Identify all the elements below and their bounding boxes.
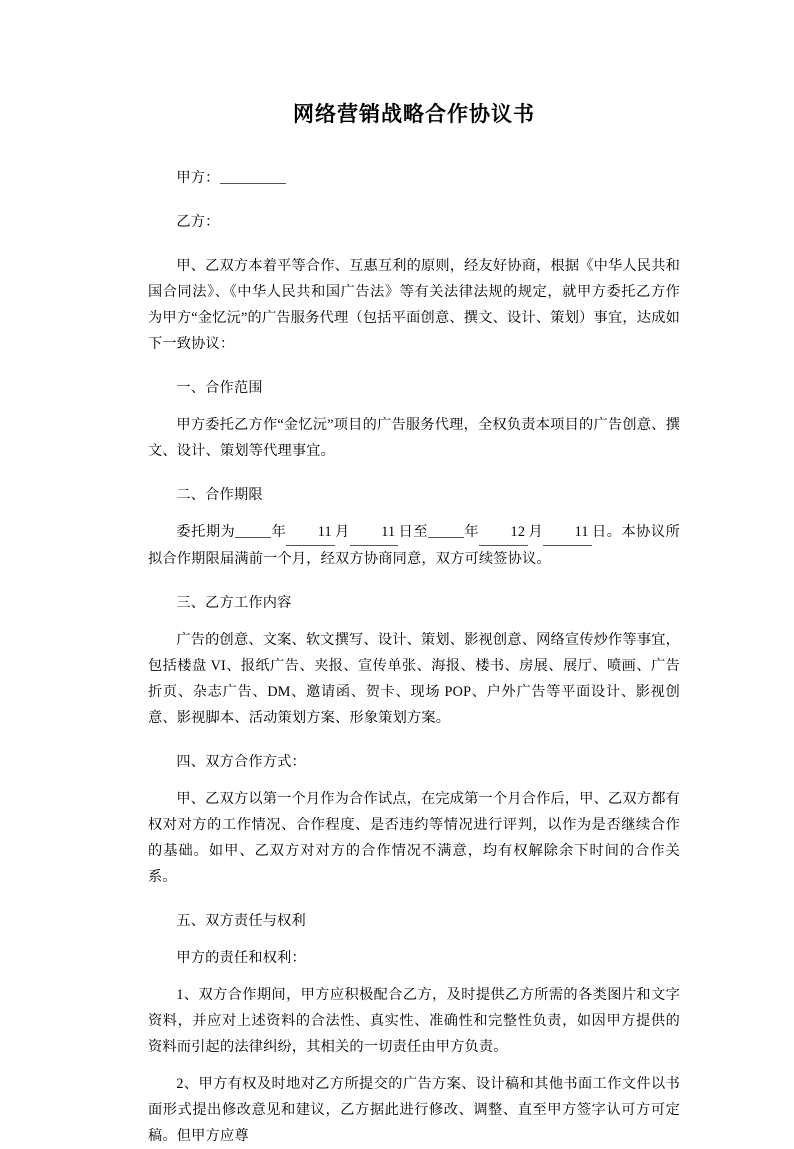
- year-label-1: 年: [271, 524, 287, 541]
- day-label-2: 日。: [591, 524, 622, 541]
- section-item-5-1: 1、双方合作期间，甲方应积极配合乙方，及时提供乙方所需的各类图片和文字资料，并应对上述资料的合法性、真实性、准确性和完整性负责，如因甲方提供的资料而引起的法律纠纷，其相关的一切责任由甲方负责。: [148, 987, 680, 1056]
- year-label-2: 年: [464, 524, 480, 541]
- party-b-label: 乙方：: [176, 214, 220, 231]
- party-a-label: 甲方：: [176, 170, 220, 187]
- party-b-line: [148, 209, 680, 235]
- party-a-blank[interactable]: [220, 169, 286, 184]
- spacer: [148, 572, 680, 590]
- preamble-paragraph: 甲、乙双方本着平等合作、互惠互利的原则，经友好协商，根据《中华人民共和国合同法》、《中华人民共和国广告法》等有关法律法规的规定，就甲方委托乙方作为甲方“金忆沅”的广告服务代理（包括平面创意、撰文、设计、策划）事宜，达成如下一致协议：: [148, 258, 680, 353]
- section-heading-1: 一、合作范围: [176, 380, 263, 397]
- spacer: [148, 464, 680, 482]
- end-year-blank[interactable]: [428, 523, 464, 538]
- month-label-2: 月: [528, 524, 544, 541]
- spacer: [148, 235, 680, 253]
- day-label-1: 日至: [398, 524, 429, 541]
- spacer: [148, 508, 680, 519]
- spacer: [148, 1060, 680, 1071]
- spacer: [148, 357, 680, 375]
- term-suffix: 本协议所拟合作期限届满前一个月，经双方协商同意，双方可续签协议。: [148, 524, 680, 568]
- spacer: [148, 191, 680, 209]
- section-heading-2: 二、合作期限: [176, 487, 263, 504]
- spacer: [148, 890, 680, 908]
- section-heading-5: 五、双方责任与权利: [176, 913, 306, 930]
- start-day-value[interactable]: 11: [350, 519, 398, 546]
- spacer: [148, 731, 680, 749]
- spacer: [148, 401, 680, 412]
- section-body-2: [148, 519, 680, 572]
- spacer: [148, 129, 680, 165]
- start-month-value[interactable]: 11: [286, 519, 334, 546]
- section-heading-3: 三、乙方工作内容: [176, 595, 292, 612]
- term-prefix: 委托期为: [176, 524, 236, 541]
- month-label-1: 月: [334, 524, 350, 541]
- spacer: [148, 775, 680, 786]
- spacer: [148, 934, 680, 945]
- section-subheading-5: 甲方的责任和权利：: [176, 950, 306, 967]
- spacer: [148, 616, 680, 627]
- section-heading-4: 四、双方合作方式：: [176, 754, 306, 771]
- document-body: [148, 0, 680, 1149]
- section-body-3: 广告的创意、文案、软文撰写、设计、策划、影视创意、网络宣传炒作等事宜，包括楼盘 VI、报纸广告、夹报、宣传单张、海报、楼书、房展、展厅、喷画、广告折页、杂志广告、DM、邀请函、贺卡、现场 POP、户外广告等平面设计、影视创意、影视脚本、活动策划方案、形象策划方案。: [148, 632, 680, 727]
- start-year-blank[interactable]: [235, 523, 271, 538]
- end-day-value[interactable]: 11: [543, 519, 591, 546]
- spacer: [148, 971, 680, 982]
- section-item-5-2: 2、甲方有权及时地对乙方所提交的广告方案、设计稿和其他书面工作文件以书面形式提出修改意见和建议，乙方据此进行修改、调整、直至甲方签字认可方可定稿。但甲方应尊: [148, 1076, 680, 1145]
- end-month-value[interactable]: 12: [479, 519, 528, 546]
- party-a-line: [148, 165, 680, 191]
- section-body-4: 甲、乙双方以第一个月作为合作试点，在完成第一个月合作后，甲、乙双方都有权对对方的工作情况、合作程度、是否违约等情况进行评判，以作为是否继续合作的基础。如甲、乙双方对对方的合作情况不满意，均有权解除余下时间的合作关系。: [148, 791, 680, 886]
- section-body-1: 甲方委托乙方作“金忆沅”项目的广告服务代理，全权负责本项目的广告创意、撰文、设计、策划等代理事宜。: [148, 417, 680, 460]
- page-title: 网络营销战略合作协议书: [293, 103, 535, 126]
